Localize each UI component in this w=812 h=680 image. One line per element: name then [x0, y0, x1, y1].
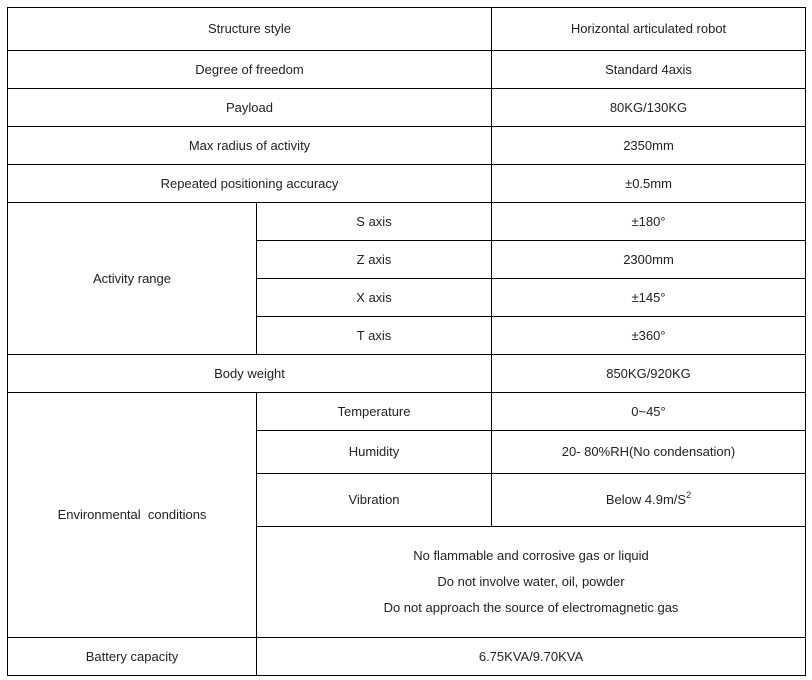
label-payload: Payload: [8, 89, 492, 127]
table-row: [8, 638, 806, 676]
label-humidity: Humidity: [257, 431, 492, 474]
vibration-value-text: Below 4.9m/S: [605, 492, 687, 507]
note-line: Do not involve water, oil, powder: [437, 574, 625, 589]
label-temperature: Temperature: [257, 393, 492, 431]
table-row: [8, 165, 806, 203]
label-t-axis: T axis: [257, 317, 492, 355]
value-degree-of-freedom: Standard 4axis: [492, 51, 806, 89]
label-max-radius: Max radius of activity: [8, 127, 492, 165]
value-x-axis: ±145°: [492, 279, 806, 317]
label-battery-capacity: Battery capacity: [8, 638, 257, 676]
label-structure-style: Structure style: [8, 8, 492, 51]
value-max-radius: 2350mm: [492, 127, 806, 165]
table-row: [8, 355, 806, 393]
table-row: [8, 393, 806, 431]
label-degree-of-freedom: Degree of freedom: [8, 51, 492, 89]
table-row: [8, 51, 806, 89]
value-humidity: 20- 80%RH(No condensation): [492, 431, 806, 474]
table-row: [8, 8, 806, 51]
label-environmental-conditions: Environmental conditions: [8, 393, 257, 638]
note-line: No flammable and corrosive gas or liquid: [413, 548, 649, 563]
value-temperature: 0~45°: [492, 393, 806, 431]
value-positioning-accuracy: ±0.5mm: [492, 165, 806, 203]
environment-notes: [257, 527, 806, 638]
table-row: [8, 203, 806, 241]
vibration-superscript: 2: [686, 489, 692, 500]
value-body-weight: 850KG/920KG: [492, 355, 806, 393]
value-battery-capacity: 6.75KVA/9.70KVA: [257, 638, 806, 676]
label-positioning-accuracy: Repeated positioning accuracy: [8, 165, 492, 203]
value-z-axis: 2300mm: [492, 241, 806, 279]
label-body-weight: Body weight: [8, 355, 492, 393]
value-structure-style: Horizontal articulated robot: [492, 8, 806, 51]
label-x-axis: X axis: [257, 279, 492, 317]
label-z-axis: Z axis: [257, 241, 492, 279]
label-activity-range: Activity range: [8, 203, 257, 355]
value-payload: 80KG/130KG: [492, 89, 806, 127]
spec-table: [7, 7, 806, 676]
value-vibration: [492, 474, 806, 527]
value-t-axis: ±360°: [492, 317, 806, 355]
table-row: [8, 127, 806, 165]
label-vibration: Vibration: [257, 474, 492, 527]
label-s-axis: S axis: [257, 203, 492, 241]
table-row: [8, 89, 806, 127]
value-s-axis: ±180°: [492, 203, 806, 241]
note-line: Do not approach the source of electromagnetic gas: [383, 600, 679, 615]
